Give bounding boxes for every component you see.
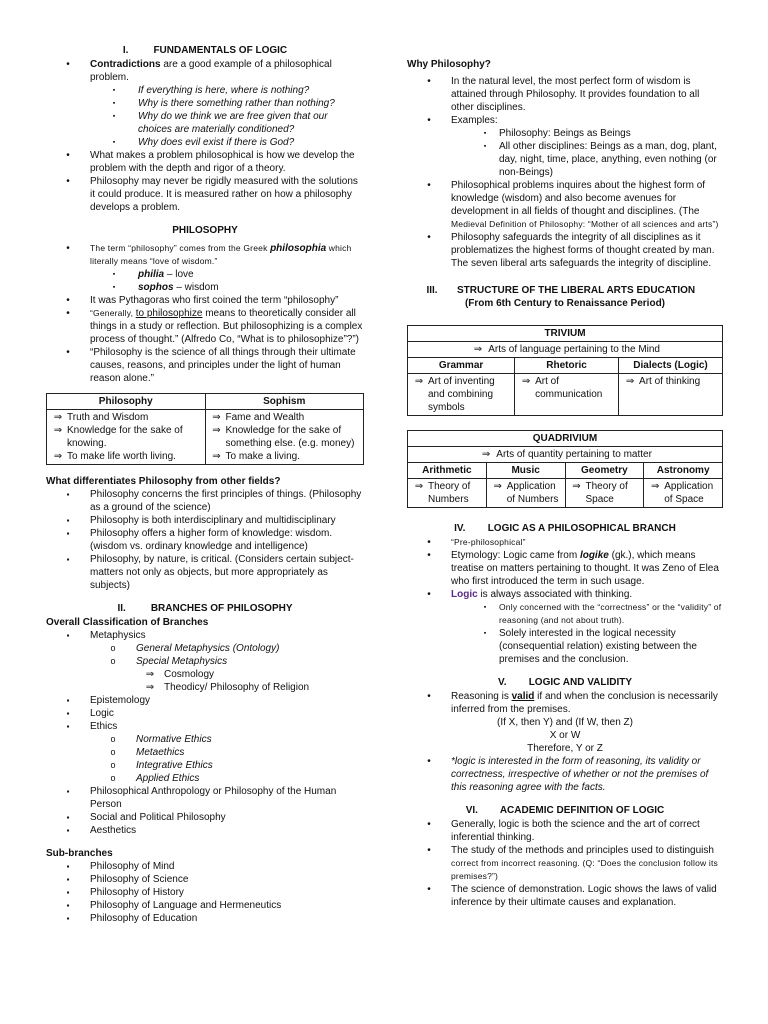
list-item bbox=[407, 818, 723, 844]
list-item bbox=[46, 811, 364, 824]
list-item bbox=[90, 759, 364, 772]
question-text: Why is there something rather than nothing? bbox=[138, 98, 335, 109]
table-cell-item bbox=[489, 480, 563, 506]
bullet-icon: • bbox=[427, 884, 431, 895]
cell-text: To make life worth living. bbox=[67, 451, 176, 462]
section-5-heading bbox=[407, 676, 723, 689]
cell-text: Application of Numbers bbox=[506, 481, 559, 505]
cell-text: Art of thinking bbox=[639, 376, 701, 387]
bold-term: Contradictions bbox=[90, 59, 161, 70]
list-text: Epistemology bbox=[90, 695, 151, 706]
philosophy-heading: PHILOSOPHY bbox=[172, 225, 238, 236]
underlined-text: to philosophize bbox=[135, 308, 203, 319]
list-text: Metaethics bbox=[136, 747, 185, 758]
bullet-icon: • bbox=[66, 347, 70, 358]
list-text: Philosophy of Education bbox=[90, 913, 198, 924]
circle-bullet-icon: o bbox=[110, 773, 116, 783]
list-item bbox=[471, 140, 723, 179]
question-text: If everything is here, where is nothing? bbox=[138, 85, 310, 96]
list-item bbox=[407, 755, 723, 794]
greek-term: sophos bbox=[138, 282, 174, 293]
square-bullet-icon: ▪ bbox=[66, 875, 70, 884]
list-text: What makes a problem philosophical is how we develop the problem with the depth and rigor of a theory. bbox=[90, 150, 355, 174]
square-bullet-icon: ▪ bbox=[112, 87, 116, 94]
list-item bbox=[90, 733, 364, 746]
list-text: It was Pythagoras who first coined the term “philosophy” bbox=[90, 295, 339, 306]
table-cell-item bbox=[49, 450, 203, 463]
circle-bullet-icon: o bbox=[110, 747, 116, 757]
arrow-icon: ⇒ bbox=[572, 481, 581, 492]
square-bullet-icon: ▪ bbox=[112, 139, 116, 146]
cell-text: Arts of quantity pertaining to matter bbox=[496, 449, 652, 460]
table-header: Dialects (Logic) bbox=[619, 358, 723, 374]
list-item bbox=[46, 175, 364, 214]
bullet-icon: • bbox=[427, 691, 431, 702]
highlighted-term: Logic bbox=[451, 589, 478, 600]
section-2-heading bbox=[46, 602, 364, 615]
section-6-heading bbox=[407, 804, 723, 817]
list-item bbox=[46, 629, 364, 642]
greek-term: logike bbox=[579, 550, 609, 561]
bullet-icon: • bbox=[66, 176, 70, 187]
table-header: Grammar bbox=[408, 358, 515, 374]
bullet-icon: • bbox=[427, 756, 431, 767]
section-number: II. bbox=[117, 603, 126, 614]
list-item bbox=[46, 886, 364, 899]
section-title: FUNDAMENTALS OF LOGIC bbox=[153, 45, 288, 56]
list-text: “Philosophy is the science of all things through their ultimate causes, reasons, and principles under the light of human reason alone.” bbox=[90, 347, 356, 384]
list-text: The term “philosophy” comes from the Greek bbox=[90, 243, 271, 253]
table-cell-item bbox=[410, 480, 484, 506]
arrow-icon: ⇒ bbox=[53, 451, 63, 462]
list-item bbox=[90, 655, 364, 668]
bullet-icon: • bbox=[66, 295, 70, 306]
list-item bbox=[46, 707, 364, 720]
bullet-icon: • bbox=[66, 308, 70, 319]
circle-bullet-icon: o bbox=[110, 760, 116, 770]
circle-bullet-icon: o bbox=[110, 734, 116, 744]
table-cell-item bbox=[646, 480, 720, 506]
list-item bbox=[407, 549, 723, 588]
square-bullet-icon: ▪ bbox=[66, 516, 70, 525]
list-text: Applied Ethics bbox=[136, 773, 200, 784]
list-item bbox=[407, 114, 723, 127]
square-bullet-icon: ▪ bbox=[66, 826, 70, 835]
square-bullet-icon: ▪ bbox=[66, 722, 70, 731]
section-number: I. bbox=[122, 45, 129, 56]
bullet-icon: • bbox=[427, 845, 431, 856]
list-text: “Generally, bbox=[90, 308, 136, 318]
list-text: Philosophical Anthropology or Philosophy of the Human Person bbox=[90, 786, 337, 810]
square-bullet-icon: ▪ bbox=[112, 284, 116, 291]
arrow-icon: ⇒ bbox=[53, 412, 63, 423]
table-cell-item bbox=[49, 411, 203, 424]
list-item bbox=[46, 873, 364, 886]
list-text: The science of demonstration. Logic shows the laws of valid inference by their ultimate causes and explanation. bbox=[451, 884, 717, 908]
table-header: Astronomy bbox=[644, 463, 723, 479]
square-bullet-icon: ▪ bbox=[483, 143, 487, 150]
section-title: LOGIC AND VALIDITY bbox=[528, 677, 633, 688]
question-text: Why do we think we are free given that our choices are materially conditioned? bbox=[138, 111, 328, 135]
list-item bbox=[471, 127, 723, 140]
table-header: Music bbox=[486, 463, 565, 479]
trivium-table bbox=[407, 325, 723, 416]
arrow-icon: ⇒ bbox=[625, 376, 635, 387]
list-item bbox=[46, 785, 364, 811]
left-column bbox=[46, 44, 364, 925]
list-item bbox=[90, 642, 364, 655]
section-number: III. bbox=[426, 285, 438, 296]
section-4-heading bbox=[407, 522, 723, 535]
table-desc bbox=[408, 342, 723, 358]
section-title: LOGIC AS A PHILOSOPHICAL BRANCH bbox=[487, 523, 676, 534]
list-text: Philosophy offers a higher form of knowledge: wisdom. (wisdom vs. ordinary knowledge and intelligence) bbox=[90, 528, 333, 552]
bullet-icon: • bbox=[427, 589, 431, 600]
list-text: All other disciplines: Beings as a man, dog, plant, day, night, time, place, anything, even nothing (or non-Beings) bbox=[499, 141, 717, 178]
cell-text: Truth and Wisdom bbox=[67, 412, 149, 423]
arrow-icon: ⇒ bbox=[493, 481, 502, 492]
list-text: Aesthetics bbox=[90, 825, 137, 836]
list-item bbox=[407, 231, 723, 270]
bullet-icon: • bbox=[427, 115, 431, 126]
circle-bullet-icon: o bbox=[110, 656, 116, 666]
list-item bbox=[90, 746, 364, 759]
square-bullet-icon: ▪ bbox=[112, 113, 116, 120]
table-header: Philosophy bbox=[47, 394, 206, 410]
list-item bbox=[407, 883, 723, 909]
square-bullet-icon: ▪ bbox=[483, 604, 487, 611]
definition-text: – love bbox=[164, 269, 194, 280]
bullet-icon: • bbox=[66, 243, 70, 254]
list-text: Solely interested in the logical necessity (consequential relation) existing between the premises and the conclusion. bbox=[499, 628, 697, 665]
quadrivium-table bbox=[407, 430, 723, 508]
square-bullet-icon: ▪ bbox=[66, 914, 70, 923]
list-text: correct from incorrect reasoning. (Q: “Does the conclusion follow its premises?”) bbox=[451, 858, 719, 881]
list-item bbox=[46, 720, 364, 733]
cell-text: Art of communication bbox=[535, 376, 603, 400]
table-cell-item bbox=[49, 424, 203, 450]
list-text: Normative Ethics bbox=[136, 734, 212, 745]
arrow-icon: ⇒ bbox=[414, 376, 424, 387]
list-text: In the natural level, the most perfect form of wisdom is attained through Philosophy. It provides foundation to all other disciplines. bbox=[451, 76, 700, 113]
sub-branches-heading: Sub-branches bbox=[46, 848, 113, 859]
list-item bbox=[46, 860, 364, 873]
table-cell-item bbox=[208, 450, 362, 463]
list-item bbox=[407, 179, 723, 231]
square-bullet-icon: ▪ bbox=[66, 901, 70, 910]
table-header: Rhetoric bbox=[515, 358, 619, 374]
list-item bbox=[136, 681, 364, 694]
section-title: STRUCTURE OF THE LIBERAL ARTS EDUCATION bbox=[457, 285, 696, 296]
bullet-icon: • bbox=[427, 76, 431, 87]
list-item bbox=[90, 281, 364, 294]
list-item bbox=[46, 294, 364, 307]
table-cell-item bbox=[208, 424, 362, 450]
circle-bullet-icon: o bbox=[110, 643, 116, 653]
square-bullet-icon: ▪ bbox=[483, 130, 487, 137]
arrow-icon: ⇒ bbox=[414, 481, 424, 492]
cell-text: Arts of language pertaining to the Mind bbox=[488, 344, 660, 355]
arrow-icon: ⇒ bbox=[145, 682, 155, 693]
list-text: General Metaphysics (Ontology) bbox=[136, 643, 280, 654]
square-bullet-icon: ▪ bbox=[66, 888, 70, 897]
list-text: Philosophical problems inquires about the highest form of knowledge (wisdom) and also become avenues for development in all fields of thought and disciplines. (The bbox=[451, 180, 706, 217]
list-text: means to theoretically consider all things in a study or reflection. But philosophizing is a complex process of thought.” (Alfredo Co, “What is to philosophize”?”) bbox=[90, 308, 363, 345]
table-cell-item bbox=[410, 375, 512, 414]
table-header: Sophism bbox=[205, 394, 364, 410]
list-text: Examples: bbox=[451, 115, 498, 126]
list-text: Theodicy/ Philosophy of Religion bbox=[164, 682, 310, 693]
square-bullet-icon: ▪ bbox=[66, 787, 70, 796]
cell-text: Knowledge for the sake of knowing. bbox=[67, 425, 183, 449]
section-title: BRANCHES OF PHILOSOPHY bbox=[150, 603, 293, 614]
arrow-icon: ⇒ bbox=[53, 425, 63, 436]
list-item bbox=[46, 346, 364, 385]
section-subtitle: (From 6th Century to Renaissance Period) bbox=[464, 298, 666, 309]
list-text: Metaphysics bbox=[90, 630, 146, 641]
bullet-icon: • bbox=[66, 59, 70, 70]
bullet-icon: • bbox=[66, 150, 70, 161]
question-text: Why does evil exist if there is God? bbox=[138, 137, 295, 148]
table-desc bbox=[408, 447, 723, 463]
list-item bbox=[46, 553, 364, 592]
bullet-icon: • bbox=[427, 550, 431, 561]
list-text: which literally means “love of wisdom.” bbox=[90, 243, 352, 266]
list-text: Medieval Definition of Philosophy: “Mother of all sciences and arts”) bbox=[451, 219, 719, 229]
arrow-icon: ⇒ bbox=[145, 669, 155, 680]
list-item bbox=[90, 110, 364, 136]
list-text: The study of the methods and principles used to distinguish bbox=[451, 845, 714, 856]
list-item bbox=[46, 527, 364, 553]
list-text: Philosophy may never be rigidly measured with the solutions it could produce. It is measured rather on how a philosophy develops a problem. bbox=[90, 176, 358, 213]
square-bullet-icon: ▪ bbox=[66, 862, 70, 871]
list-text: are a good example of a philosophical problem. bbox=[90, 59, 332, 83]
square-bullet-icon: ▪ bbox=[66, 529, 70, 538]
list-item bbox=[46, 149, 364, 175]
list-item bbox=[471, 627, 723, 666]
square-bullet-icon: ▪ bbox=[66, 555, 70, 564]
greek-term: philia bbox=[138, 269, 165, 280]
list-item bbox=[46, 514, 364, 527]
list-item bbox=[46, 488, 364, 514]
greek-term: philosophia bbox=[270, 243, 327, 254]
section-number: VI. bbox=[465, 805, 478, 816]
list-item bbox=[46, 307, 364, 346]
list-item bbox=[90, 136, 364, 149]
list-item bbox=[46, 912, 364, 925]
list-item bbox=[407, 536, 723, 549]
arrow-icon: ⇒ bbox=[473, 344, 483, 355]
list-item bbox=[407, 690, 723, 716]
table-title: QUADRIVIUM bbox=[408, 431, 723, 447]
arrow-icon: ⇒ bbox=[212, 412, 221, 423]
cell-text: Theory of Space bbox=[585, 481, 628, 505]
list-text: Philosophy of History bbox=[90, 887, 184, 898]
cell-text: Application of Space bbox=[664, 481, 714, 505]
table-cell-item bbox=[208, 411, 362, 424]
table-header: Geometry bbox=[565, 463, 644, 479]
bullet-icon: • bbox=[427, 537, 431, 548]
section-1-heading bbox=[46, 44, 364, 57]
square-bullet-icon: ▪ bbox=[483, 630, 487, 637]
list-text: *logic is interested in the form of reasoning, its validity or correctness, irrespective of whether or not the premises of this reasoning agree with the facts. bbox=[451, 756, 709, 793]
list-item bbox=[136, 668, 364, 681]
list-text: Integrative Ethics bbox=[136, 760, 213, 771]
syllogism-line: (If X, then Y) and (If W, then Z) bbox=[497, 717, 633, 728]
list-item bbox=[46, 58, 364, 84]
square-bullet-icon: ▪ bbox=[66, 813, 70, 822]
square-bullet-icon: ▪ bbox=[66, 631, 70, 640]
list-text: Logic bbox=[90, 708, 114, 719]
table-title: TRIVIUM bbox=[408, 326, 723, 342]
cell-text: Art of inventing and combining symbols bbox=[428, 376, 495, 413]
square-bullet-icon: ▪ bbox=[66, 709, 70, 718]
list-text: Generally, logic is both the science and the art of correct inferential thinking. bbox=[451, 819, 700, 843]
list-text: Ethics bbox=[90, 721, 118, 732]
list-item bbox=[471, 601, 723, 627]
arrow-icon: ⇒ bbox=[212, 425, 221, 436]
list-text: Special Metaphysics bbox=[136, 656, 228, 667]
list-item bbox=[407, 75, 723, 114]
bullet-icon: • bbox=[427, 819, 431, 830]
list-text: Etymology: Logic came from bbox=[451, 550, 580, 561]
list-text: Philosophy, by nature, is critical. (Considers certain subject-matters not only as objects, but more appropriately as subjects) bbox=[90, 554, 354, 591]
list-text: Philosophy of Science bbox=[90, 874, 189, 885]
list-text: Philosophy of Language and Hermeneutics bbox=[90, 900, 282, 911]
list-text: Reasoning is bbox=[451, 691, 512, 702]
cell-text: Theory of Numbers bbox=[428, 481, 471, 505]
definition-text: – wisdom bbox=[173, 282, 219, 293]
differ-heading: What differentiates Philosophy from other fields? bbox=[46, 476, 281, 487]
section-title: ACADEMIC DEFINITION OF LOGIC bbox=[499, 805, 665, 816]
square-bullet-icon: ▪ bbox=[66, 696, 70, 705]
section-3-heading bbox=[407, 284, 723, 297]
list-item bbox=[90, 97, 364, 110]
arrow-icon: ⇒ bbox=[521, 376, 531, 387]
section-number: V. bbox=[497, 677, 507, 688]
list-item bbox=[46, 899, 364, 912]
list-item bbox=[90, 268, 364, 281]
syllogism-line: Therefore, Y or Z bbox=[527, 743, 603, 754]
list-text: Only concerned with the “correctness” or the “validity” of reasoning (and not about truth). bbox=[499, 602, 722, 625]
syllogism-line: X or W bbox=[549, 730, 581, 741]
arrow-icon: ⇒ bbox=[481, 449, 491, 460]
table-cell-item bbox=[568, 480, 642, 506]
square-bullet-icon: ▪ bbox=[112, 100, 116, 107]
list-text: “Pre-philosophical” bbox=[451, 537, 526, 547]
list-item bbox=[90, 84, 364, 97]
philosophy-sophism-table bbox=[46, 393, 364, 465]
list-item bbox=[46, 694, 364, 707]
list-text: is always associated with thinking. bbox=[477, 589, 633, 600]
arrow-icon: ⇒ bbox=[651, 481, 660, 492]
list-item bbox=[407, 588, 723, 601]
list-text: Philosophy safeguards the integrity of all disciplines as it problematizes the highest forms of thought created by man. The seven liberal arts safeguards the integrity of discipline. bbox=[451, 232, 715, 269]
list-item bbox=[407, 844, 723, 883]
right-column bbox=[407, 58, 723, 909]
overall-classification-heading: Overall Classification of Branches bbox=[46, 617, 209, 628]
square-bullet-icon: ▪ bbox=[66, 490, 70, 499]
cell-text: To make a living. bbox=[225, 451, 300, 462]
table-cell-item bbox=[517, 375, 616, 401]
list-item bbox=[46, 824, 364, 837]
list-text: Cosmology bbox=[164, 669, 215, 680]
bullet-icon: • bbox=[427, 180, 431, 191]
why-philosophy-heading: Why Philosophy? bbox=[407, 59, 491, 70]
underlined-term: valid bbox=[511, 691, 535, 702]
bullet-icon: • bbox=[427, 232, 431, 243]
list-text: Philosophy: Beings as Beings bbox=[499, 128, 631, 139]
arrow-icon: ⇒ bbox=[212, 451, 221, 462]
table-header: Arithmetic bbox=[408, 463, 487, 479]
list-text: (gk.), which means treatise on matters pertaining to thought. It was Zeno of Elea who first introduced the term in such usage. bbox=[451, 550, 719, 587]
cell-text: Knowledge for the sake of something else. (e.g. money) bbox=[225, 425, 355, 449]
list-text: if and when the conclusion is necessarily inferred from the premises. bbox=[451, 691, 718, 715]
list-item bbox=[90, 772, 364, 785]
list-text: Philosophy is both interdisciplinary and multidisciplinary bbox=[90, 515, 336, 526]
list-text: Philosophy of Mind bbox=[90, 861, 175, 872]
list-item bbox=[46, 242, 364, 268]
section-number: IV. bbox=[454, 523, 466, 534]
list-text: Social and Political Philosophy bbox=[90, 812, 226, 823]
square-bullet-icon: ▪ bbox=[112, 271, 116, 278]
table-cell-item bbox=[621, 375, 720, 388]
list-text: Philosophy concerns the first principles of things. (Philosophy as a ground of the science) bbox=[90, 489, 362, 513]
cell-text: Fame and Wealth bbox=[225, 412, 305, 423]
